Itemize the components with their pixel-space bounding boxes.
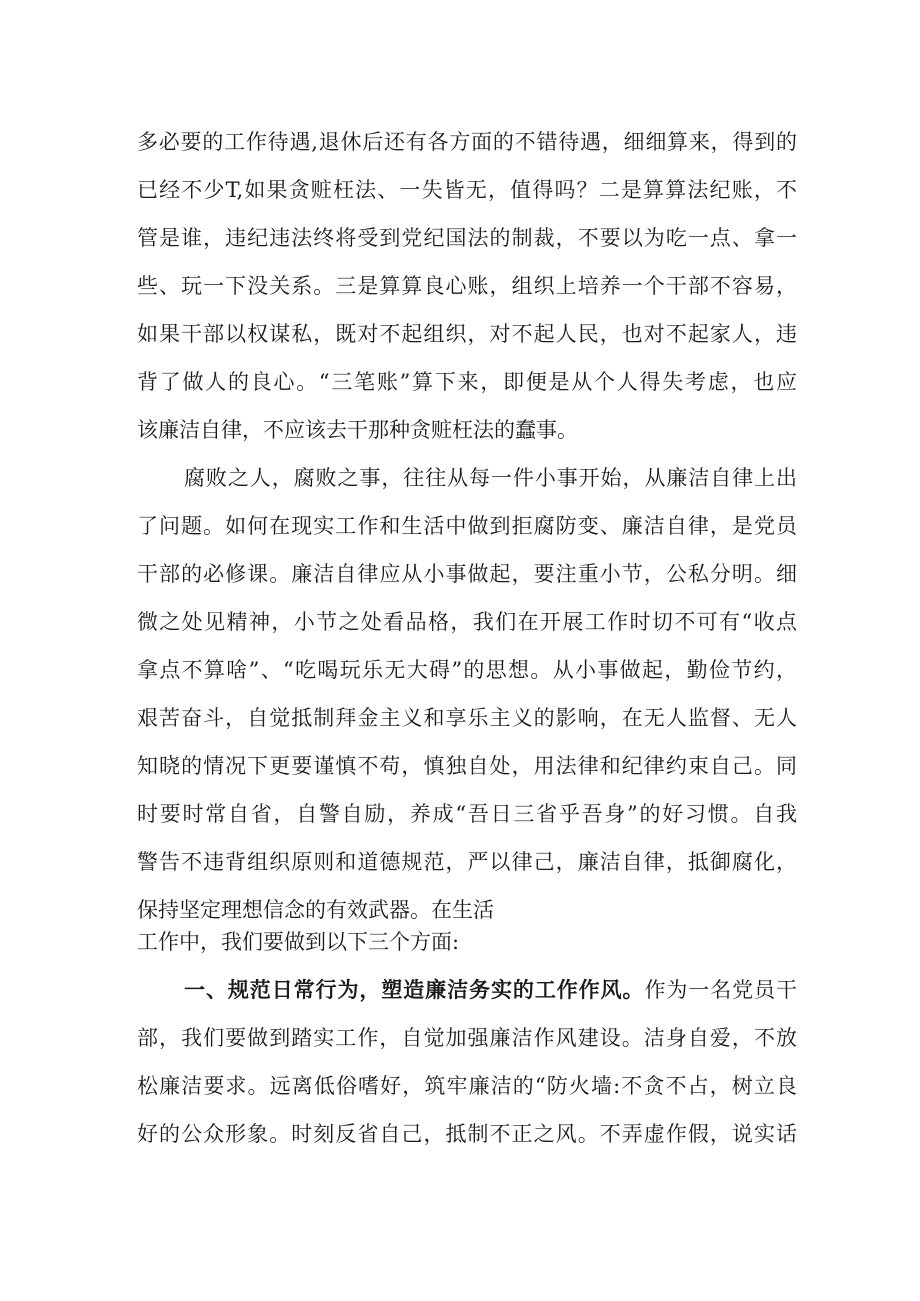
paragraph-line: 该廉洁自律，不应该去干那种贪赃枉法的蠢事。	[137, 418, 578, 442]
paragraph-line: 了问题。如何在现实工作和生活中做到拒腐防变、廉洁自律，是党员	[137, 514, 797, 538]
paragraph-line: 艰苦奋斗，自觉抵制拜金主义和享乐主义的影响，在无人监督、无人	[137, 706, 797, 730]
paragraph-line: 微之处见精神，小节之处看品格，我们在开展工作时切不可有“收点	[137, 610, 797, 634]
paragraph-line: 好的公众形象。时刻反省自己，抵制不正之风。不弄虚作假，说实话	[137, 1122, 797, 1146]
paragraph-line: 如果干部以权谋私，既对不起组织，对不起人民，也对不起家人，违	[137, 322, 797, 346]
paragraph-line: 管是谁，违纪违法终将受到党纪国法的制裁，不要以为吃一点、拿一	[137, 226, 797, 250]
paragraph-line: 些、玩一下没关系。三是算算良心账，组织上培养一个干部不容易，	[137, 274, 797, 298]
section-heading: 一、规范日常行为，塑造廉洁务实的工作作风。	[184, 977, 645, 1002]
paragraph-line: 知晓的情况下更要谨慎不苟，慎独自处，用法律和纪律约束自己。同	[137, 754, 797, 778]
paragraph-line: 拿点不算啥”、“吃喝玩乐无大碍”的思想。从小事做起，勤俭节约，	[137, 658, 797, 682]
paragraph-line: 警告不违背组织原则和道德规范，严以律己，廉洁自律，抵御腐化，	[137, 850, 797, 874]
paragraph-line: 保持坚定理想信念的有效武器。在生活	[137, 898, 494, 922]
paragraph-first-line: 腐败之人，腐败之事，往往从每一件小事开始，从廉洁自律上出	[184, 466, 797, 490]
paragraph-line: 工作中，我们要做到以下三个方面:	[137, 930, 460, 954]
paragraph-line: 多必要的工作待遇,退休后还有各方面的不错待遇，细细算来，得到的	[137, 130, 797, 154]
paragraph-line: 干部的必修课。廉洁自律应从小事做起，要注重小节，公私分明。细	[137, 562, 797, 586]
paragraph-line: 部，我们要做到踏实工作，自觉加强廉洁作风建设。洁身自爱，不放	[137, 1026, 797, 1050]
paragraph-line: 已经不少T,如果贪赃枉法、一失皆无，值得吗？二是算算法纪账，不	[137, 178, 797, 202]
paragraph-line: 松廉洁要求。远离低俗嗜好，筑牢廉洁的“防火墙:不贪不占，树立良	[137, 1074, 797, 1098]
heading-line-rest: 作为一名党员干	[644, 978, 798, 1002]
paragraph-line: 时要时常自省，自警自励，养成“吾日三省乎吾身”的好习惯。自我	[137, 802, 797, 826]
section-heading-line	[184, 974, 797, 1006]
paragraph-line: 背了做人的良心。“三笔账”算下来，即便是从个人得失考虑，也应	[137, 370, 797, 394]
